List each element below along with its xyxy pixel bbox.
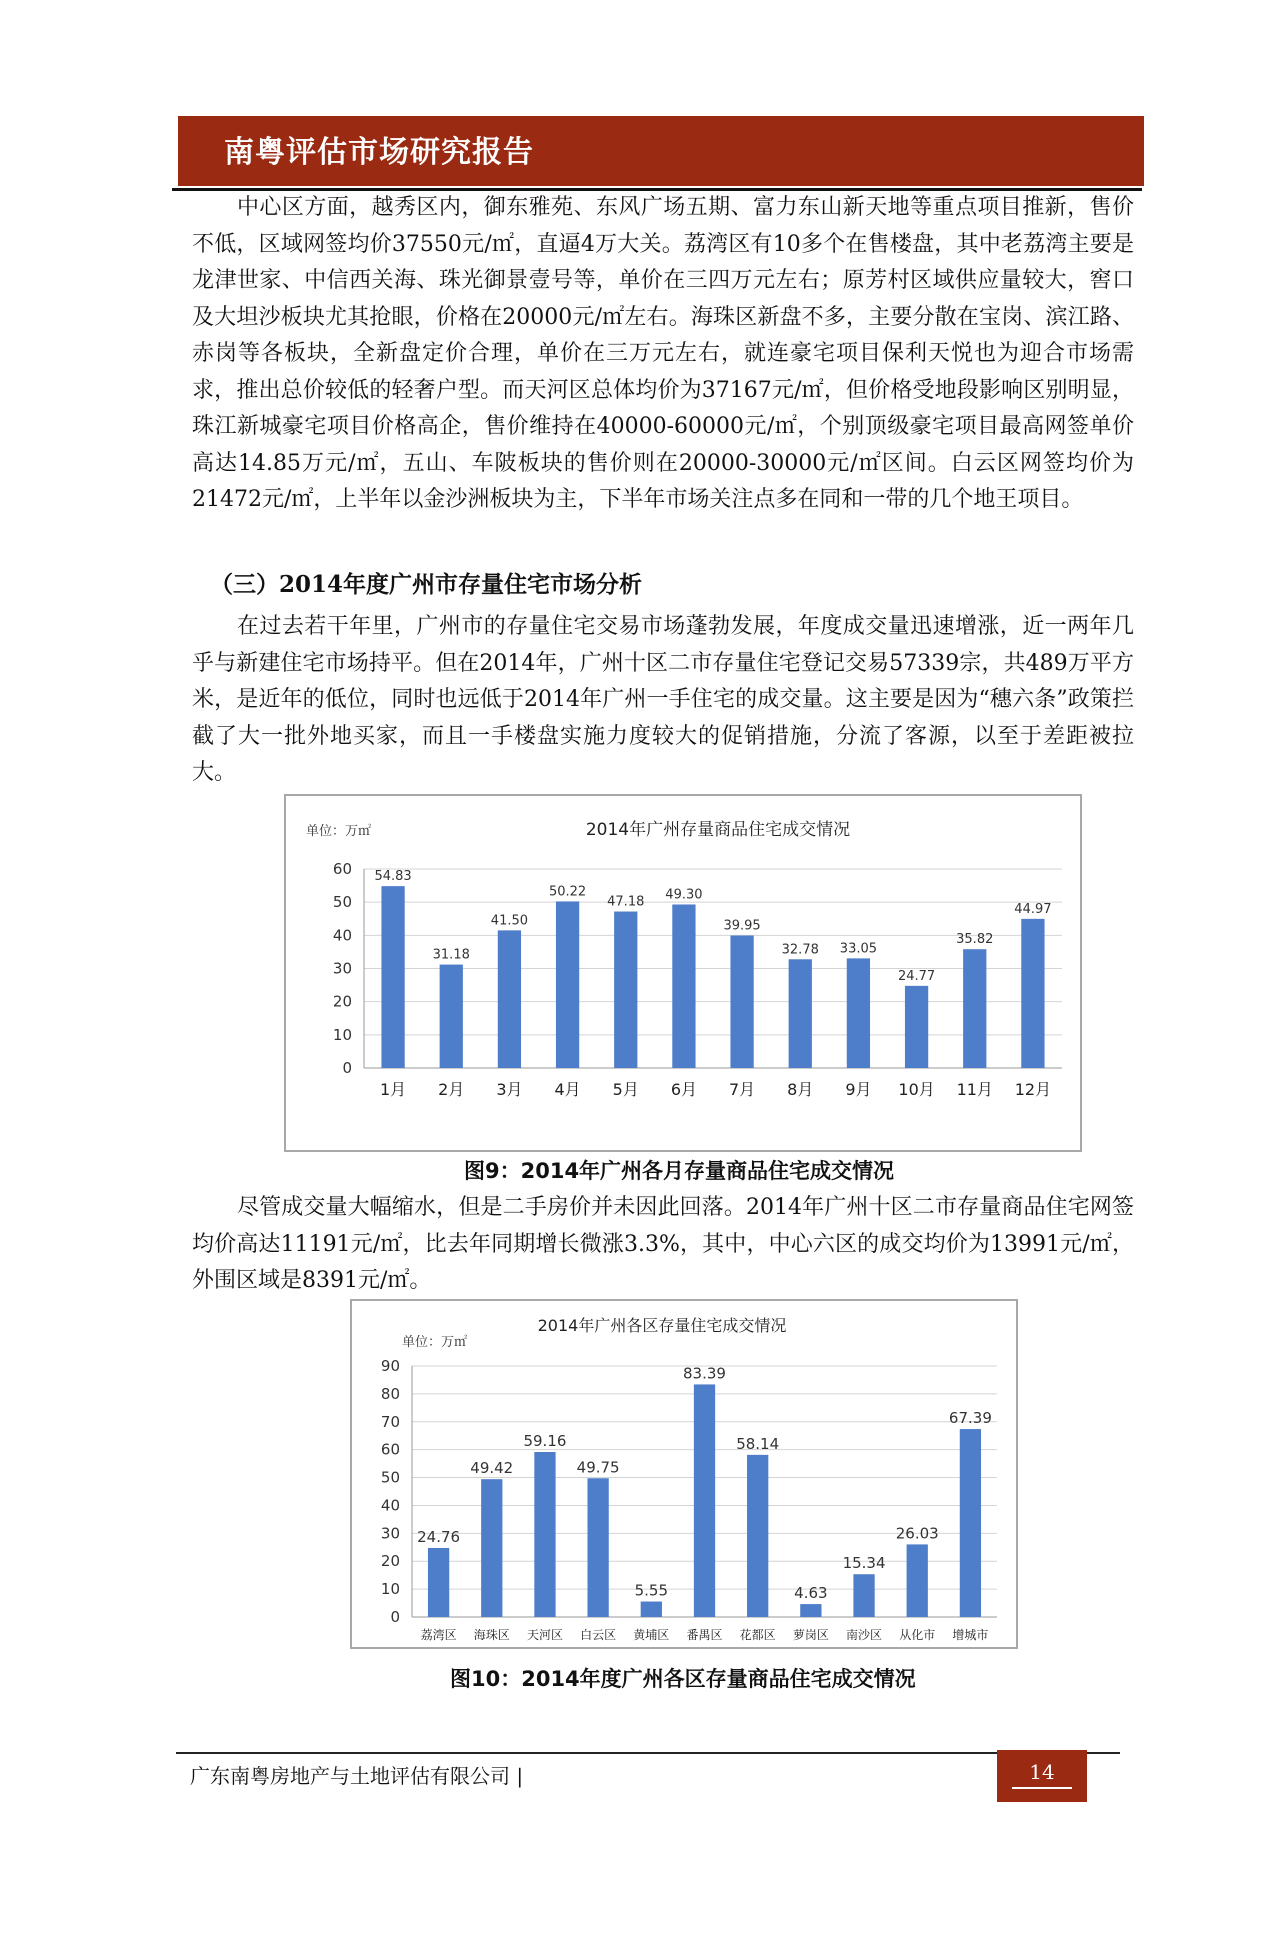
bar [847, 958, 870, 1068]
x-tick-label: 荔湾区 [420, 1628, 457, 1642]
bar [641, 1602, 662, 1617]
y-tick-label: 20 [380, 1552, 400, 1571]
y-tick-label: 30 [332, 959, 352, 978]
page-number: 14 [1029, 1760, 1055, 1784]
x-tick-label: 萝岗区 [792, 1628, 829, 1642]
district-chart [350, 1299, 1018, 1649]
y-tick-label: 60 [332, 860, 352, 878]
data-label: 83.39 [683, 1364, 726, 1383]
y-tick-label: 0 [390, 1608, 400, 1626]
paragraph-price: 尽管成交量大幅缩水，但是二手房价并未因此回落。2014年广州十区二市存量商品住宅网签均价高达11191元/㎡，比去年同期增长微涨3.3%，其中，中心六区的成交均价为13991元/㎡，外围区域是8391元/㎡。 [192, 1195, 1134, 1293]
data-label: 50.22 [548, 884, 587, 900]
y-tick-label: 50 [332, 893, 352, 912]
x-tick-label: 9月 [845, 1080, 872, 1099]
y-tick-label: 40 [380, 1496, 400, 1515]
x-tick-label: 黄埔区 [633, 1628, 670, 1642]
data-label: 31.18 [432, 947, 470, 963]
data-label: 26.03 [895, 1524, 939, 1543]
data-label: 49.30 [665, 887, 703, 903]
x-tick-label: 11月 [956, 1080, 993, 1099]
data-label: 39.95 [723, 918, 761, 934]
bar [381, 886, 404, 1068]
paragraph-stock-market: 在过去若干年里，广州市的存量住宅交易市场蓬勃发展，年度成交量迅速增涨，近一两年几乎与新建住宅市场持平。但在2014年，广州十区二市存量住宅登记交易57339宗，共489万平方米，是近年的低位，同时也远低于2014年广州一手住宅的成交量。这主要是因为“穗六条”政策拦截了大一批外地买家，而且一手楼盘实施力度较大的促销措施，分流了客源，以至于差距被拉大。 [192, 614, 1134, 785]
bar [614, 912, 637, 1068]
data-label: 33.05 [839, 941, 878, 957]
y-tick-label: 0 [342, 1059, 352, 1077]
data-label: 32.78 [781, 942, 819, 958]
section-heading: （三）2014年度广州市存量住宅市场分析 [210, 571, 643, 598]
y-tick-label: 20 [332, 992, 352, 1011]
bar [440, 965, 463, 1068]
x-tick-label: 海珠区 [473, 1628, 510, 1642]
footer-rule [176, 1752, 1120, 1754]
bar [428, 1548, 449, 1617]
bar [672, 904, 695, 1068]
data-label: 44.97 [1014, 901, 1052, 917]
bar [907, 1544, 928, 1617]
data-label: 67.39 [948, 1409, 992, 1428]
x-tick-label: 10月 [898, 1080, 935, 1099]
bar [498, 930, 521, 1068]
data-label: 41.50 [490, 913, 529, 929]
y-tick-label: 90 [380, 1357, 400, 1375]
bar [588, 1478, 609, 1617]
data-label: 59.16 [523, 1432, 567, 1451]
y-tick-label: 60 [380, 1440, 400, 1459]
data-label: 49.75 [576, 1458, 620, 1477]
x-tick-label: 7月 [728, 1080, 756, 1099]
x-tick-label: 花都区 [739, 1628, 776, 1642]
bar [747, 1455, 768, 1617]
x-tick-label: 8月 [787, 1080, 814, 1099]
data-label: 24.77 [897, 968, 936, 984]
monthly-chart-svg [286, 796, 1080, 1150]
x-tick-label: 3月 [496, 1080, 523, 1099]
bar [800, 1604, 821, 1617]
footer-company: 广东南粤房地产与土地评估有限公司 | [190, 1764, 524, 1788]
bar [556, 901, 579, 1068]
data-label: 5.55 [634, 1581, 669, 1600]
y-tick-label: 70 [380, 1412, 400, 1431]
data-label: 58.14 [736, 1434, 780, 1453]
x-tick-label: 南沙区 [846, 1628, 883, 1642]
report-title: 南粤评估市场研究报告 [224, 135, 534, 170]
monthly-chart [284, 794, 1082, 1152]
district-chart-svg [352, 1301, 1016, 1647]
page-number-underline [1012, 1787, 1072, 1789]
unit-label: 单位：万㎡ [306, 824, 372, 839]
unit-label: 单位：万㎡ [402, 1335, 468, 1350]
bar [789, 959, 812, 1068]
figure-10-caption: 图10：2014年度广州各区存量商品住宅成交情况 [450, 1667, 916, 1691]
bar [694, 1384, 715, 1617]
x-tick-label: 番禺区 [686, 1628, 723, 1642]
bar [960, 1429, 981, 1617]
y-tick-label: 80 [380, 1384, 400, 1403]
x-tick-label: 4月 [554, 1080, 581, 1099]
figure-9-caption: 图9：2014年广州各月存量商品住宅成交情况 [464, 1159, 895, 1183]
bar [905, 986, 928, 1068]
data-label: 35.82 [956, 932, 994, 948]
bar [1021, 919, 1044, 1068]
bar [963, 949, 986, 1068]
bar [481, 1479, 502, 1617]
x-tick-label: 白云区 [580, 1628, 617, 1642]
y-tick-label: 50 [380, 1468, 400, 1487]
y-tick-label: 30 [380, 1524, 400, 1543]
bar [534, 1452, 555, 1617]
x-tick-label: 5月 [612, 1080, 639, 1099]
chart-title: 2014年广州各区存量住宅成交情况 [537, 1316, 787, 1335]
y-tick-label: 40 [332, 926, 352, 945]
x-tick-label: 从化市 [899, 1628, 936, 1642]
x-tick-label: 1月 [379, 1080, 407, 1099]
x-tick-label: 12月 [1014, 1080, 1052, 1099]
bar [853, 1574, 874, 1617]
bar [730, 935, 753, 1068]
data-label: 54.83 [374, 869, 412, 885]
data-label: 24.76 [417, 1527, 461, 1546]
data-label: 47.18 [607, 894, 645, 910]
paragraph-central-districts: 中心区方面，越秀区内，御东雅苑、东风广场五期、富力东山新天地等重点项目推新，售价不低，区域网签均价37550元/㎡，直逼4万大关。荔湾区有10多个在售楼盘，其中老荔湾主要是龙津世家、中信西关海、珠光御景壹号等，单价在三四万元左右；原芳村区域供应量较大，窖口及大坦沙板块尤其抢眼，价格在20000元/㎡左右。海珠区新盘不多，主要分散在宝岗、滨江路、赤岗等各板块，全新盘定价合理，单价在三万元左右，就连豪宅项目保利天悦也为迎合市场需求，推出总价较低的轻奢户型。而天河区总体均价为37167元/㎡，但价格受地段影响区别明显，珠江新城豪宅项目价格高企，售价维持在40000-60000元/㎡，个别顶级豪宅项目最高网签单价高达14.85万元/㎡，五山、车陂板块的售价则在20000-30000元/㎡区间。白云区网签均价为21472元/㎡，上半年以金沙洲板块为主，下半年市场关注点多在同和一带的几个地王项目。 [192, 195, 1134, 512]
y-tick-label: 10 [332, 1025, 352, 1044]
data-label: 49.42 [470, 1459, 514, 1478]
y-tick-label: 10 [380, 1580, 400, 1599]
data-label: 15.34 [842, 1554, 886, 1573]
x-tick-label: 6月 [670, 1080, 698, 1099]
data-label: 4.63 [794, 1584, 828, 1603]
x-tick-label: 天河区 [526, 1628, 563, 1642]
x-tick-label: 2月 [438, 1080, 465, 1099]
x-tick-label: 增城市 [952, 1628, 989, 1642]
chart-title: 2014年广州存量商品住宅成交情况 [585, 820, 851, 840]
